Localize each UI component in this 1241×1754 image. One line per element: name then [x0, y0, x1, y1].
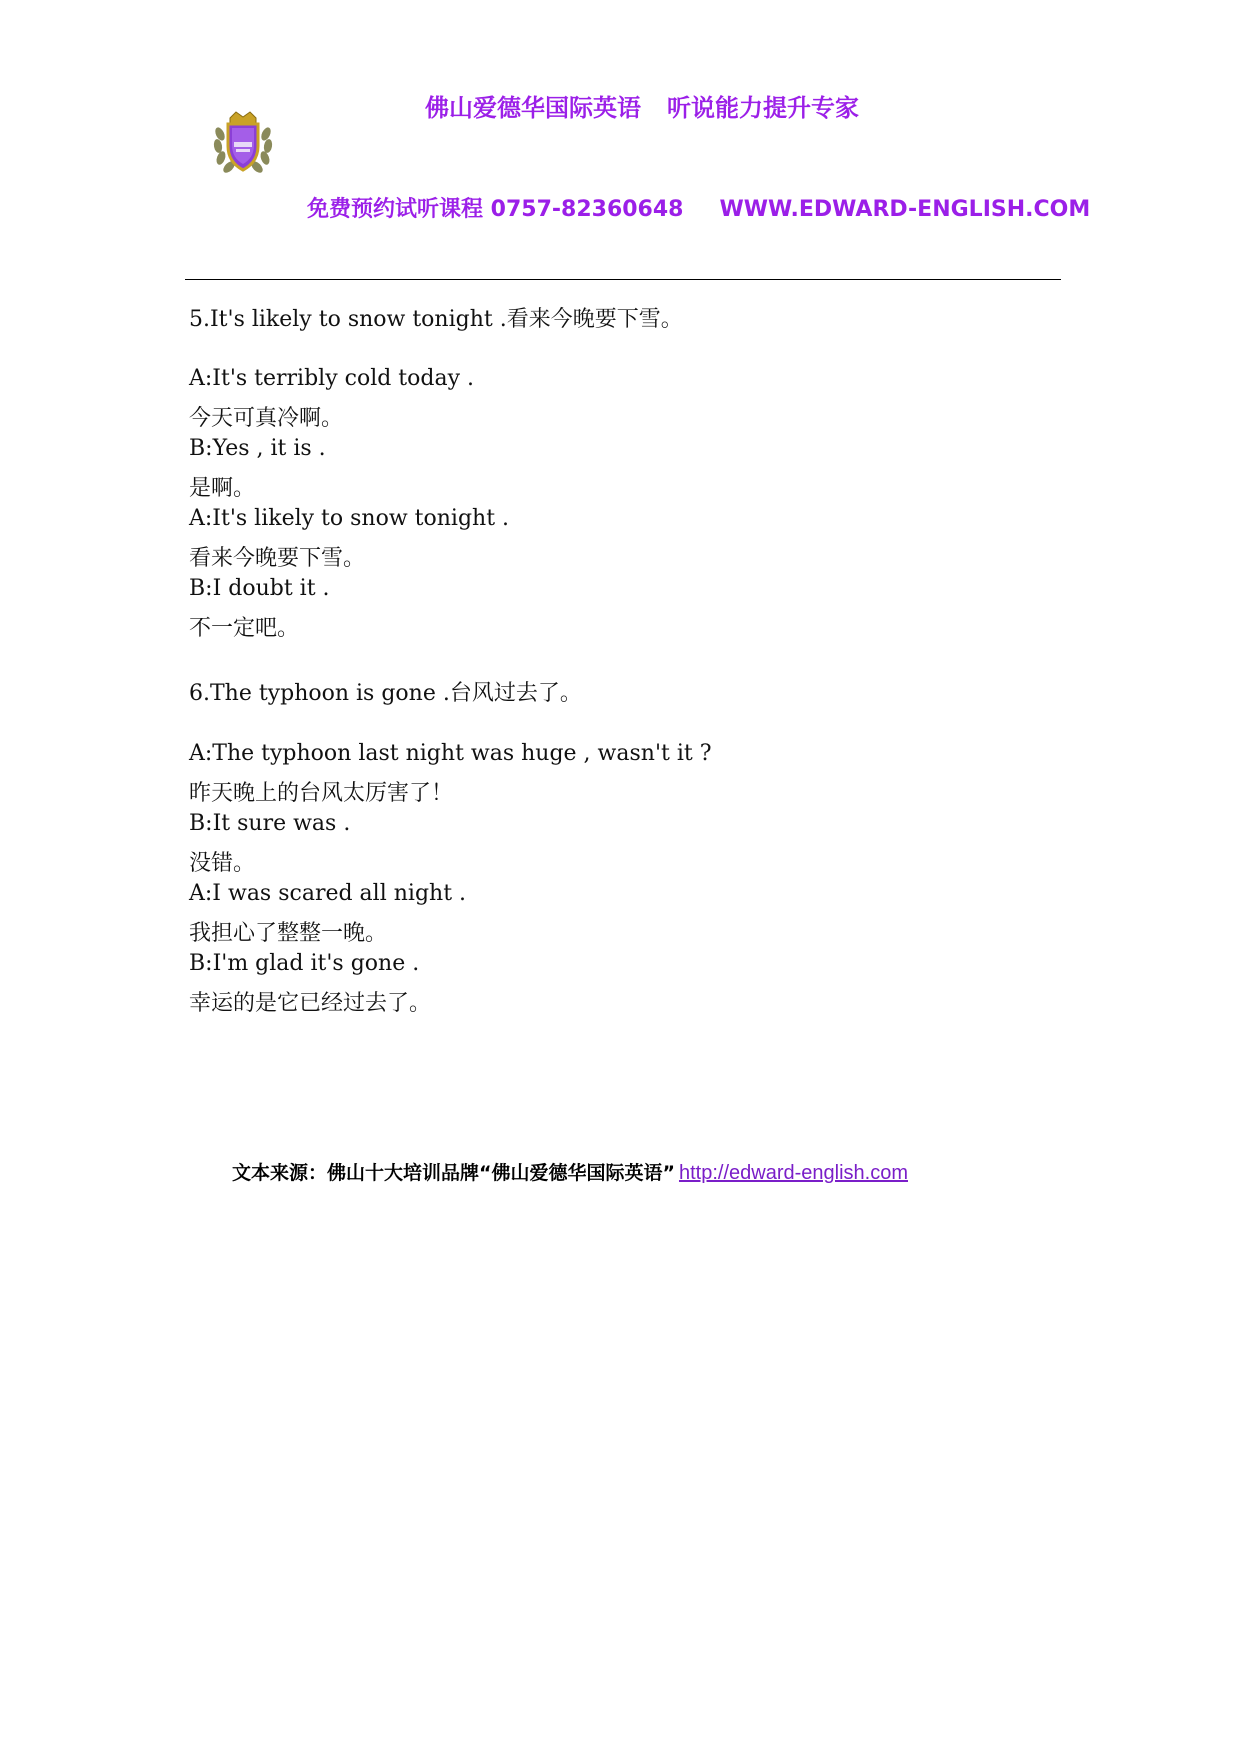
source-label: 文本来源：佛山十大培训品牌“佛山爱德华国际英语”: [232, 1162, 675, 1184]
header-divider: [185, 279, 1061, 280]
booking-line: 免费预约试听课程 0757-82360648: [307, 197, 684, 222]
website-text: WWW.EDWARD-ENGLISH.COM: [719, 197, 1091, 222]
translation-line: 今天可真冷啊。: [189, 406, 344, 431]
translation-line: 昨天晚上的台风太厉害了！: [189, 781, 454, 806]
translation-line: 没错。: [189, 851, 256, 876]
dialogue-line: A:The typhoon last night was huge , wasn't it ?: [189, 741, 712, 766]
org-name: 佛山爱德华国际英语: [425, 94, 641, 122]
header-title: [425, 88, 859, 123]
slogan: 听说能力提升专家: [667, 94, 859, 122]
section-heading: 5.It's likely to snow tonight .看来今晚要下雪。: [189, 307, 683, 332]
dialogue-line: B:I doubt it .: [189, 576, 330, 601]
translation-line: 是啊。: [189, 476, 256, 501]
translation-line: 不一定吧。: [189, 616, 300, 641]
dialogue-line: B:I'm glad it's gone .: [189, 951, 420, 976]
section-heading: 6.The typhoon is gone .台风过去了。: [189, 681, 582, 706]
dialogue-line: B:Yes , it is .: [189, 436, 326, 461]
header-contact: [307, 192, 1090, 223]
crest-shield-logo-icon: [212, 108, 274, 176]
dialogue-line: A:I was scared all night .: [189, 881, 467, 906]
dialogue-line: A:It's terribly cold today .: [189, 366, 475, 391]
translation-line: 幸运的是它已经过去了。: [189, 991, 432, 1016]
dialogue-line: B:It sure was .: [189, 811, 351, 836]
dialogue-line: A:It's likely to snow tonight .: [189, 506, 510, 531]
translation-line: 看来今晚要下雪。: [189, 546, 366, 571]
source-footer: [232, 1158, 908, 1185]
source-link[interactable]: http://edward-english.com: [678, 1162, 908, 1184]
translation-line: 我担心了整整一晚。: [189, 921, 388, 946]
